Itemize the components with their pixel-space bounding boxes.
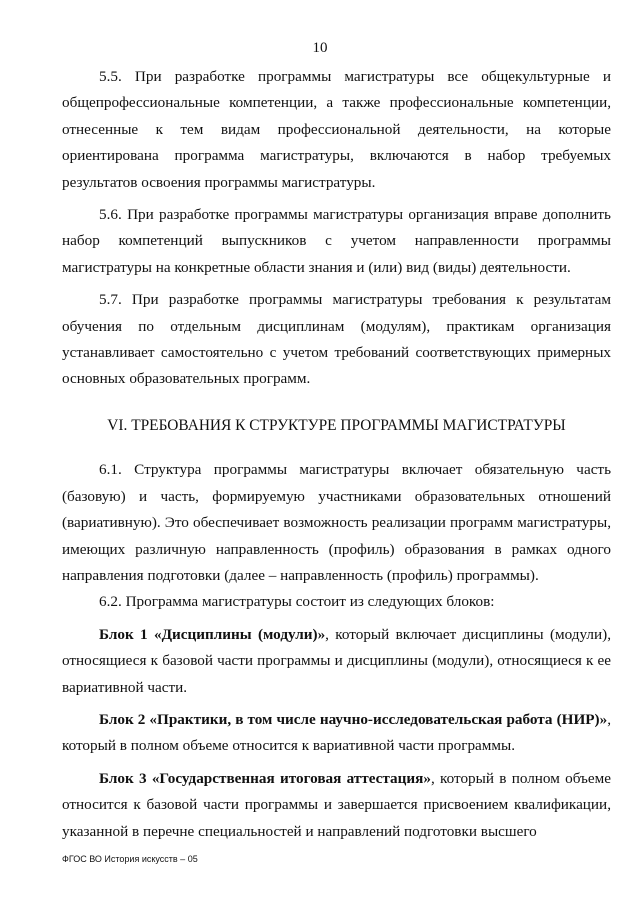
block-2-text: , который в полном объеме относится к вариативной части программы.: [62, 710, 611, 755]
section-vi-heading: VI. ТРЕБОВАНИЯ К СТРУКТУРЕ ПРОГРАММЫ МАГИСТРАТУРЫ: [107, 416, 566, 434]
block-3-title: Блок 3 «Государственная итоговая аттестация»: [99, 769, 431, 787]
block-1-title: Блок 1 «Дисциплины (модули)»: [99, 625, 326, 643]
paragraph-5-5: 5.5. При разработке программы магистратуры все общекультурные и общепрофессиональные компетенции, а также профессиональные компетенции, отнесенные к тем видам профессиональной деятельности, на которые ориентирована программа магистратуры, включаются в набор требуемых результатов освоения программы магистратуры.: [62, 68, 611, 191]
block-1-text: , который включает дисциплины (модули), относящиеся к базовой части программы и дисциплины (модули), относящиеся к ее вариативной части.: [62, 625, 611, 696]
block-3-text: , который в полном объеме относится к базовой части программы и завершается присвоением квалификации, указанной в перечне специальностей и направлений подготовки высшего: [62, 769, 611, 840]
paragraph-5-7: 5.7. При разработке программы магистратуры требования к результатам обучения по отдельным дисциплинам (модулям), практикам организация устанавливает самостоятельно с учетом требований соответствующих примерных основных образовательных программ.: [62, 291, 611, 388]
block-3-paragraph: [62, 766, 611, 845]
paragraph-6-1: 6.1. Структура программы магистратуры включает обязательную часть (базовую) и часть, формируемую участниками образовательных отношений (вариативную). Это обеспечивает возможность реализации программ магистратуры, имеющих различную направленность (профиль) образования в рамках одного направления подготовки (далее – направленность (профиль) программы).: [62, 461, 611, 584]
page-number: 10: [312, 40, 328, 56]
block-2-title: Блок 2 «Практики, в том числе научно-исследовательская работа (НИР)»: [99, 710, 608, 728]
block-2-paragraph: [62, 707, 611, 760]
paragraph-6-2: 6.2. Программа магистратуры состоит из следующих блоков:: [99, 593, 495, 611]
paragraph-5-6: 5.6. При разработке программы магистратуры организация вправе дополнить набор компетенций выпускников с учетом направленности программы магистратуры на конкретные области знания и (или) вид (виды) деятельности.: [62, 206, 611, 276]
page-footer: ФГОС ВО История искусств – 05: [62, 854, 198, 864]
block-1-paragraph: [62, 622, 611, 701]
document-body: [62, 64, 611, 845]
